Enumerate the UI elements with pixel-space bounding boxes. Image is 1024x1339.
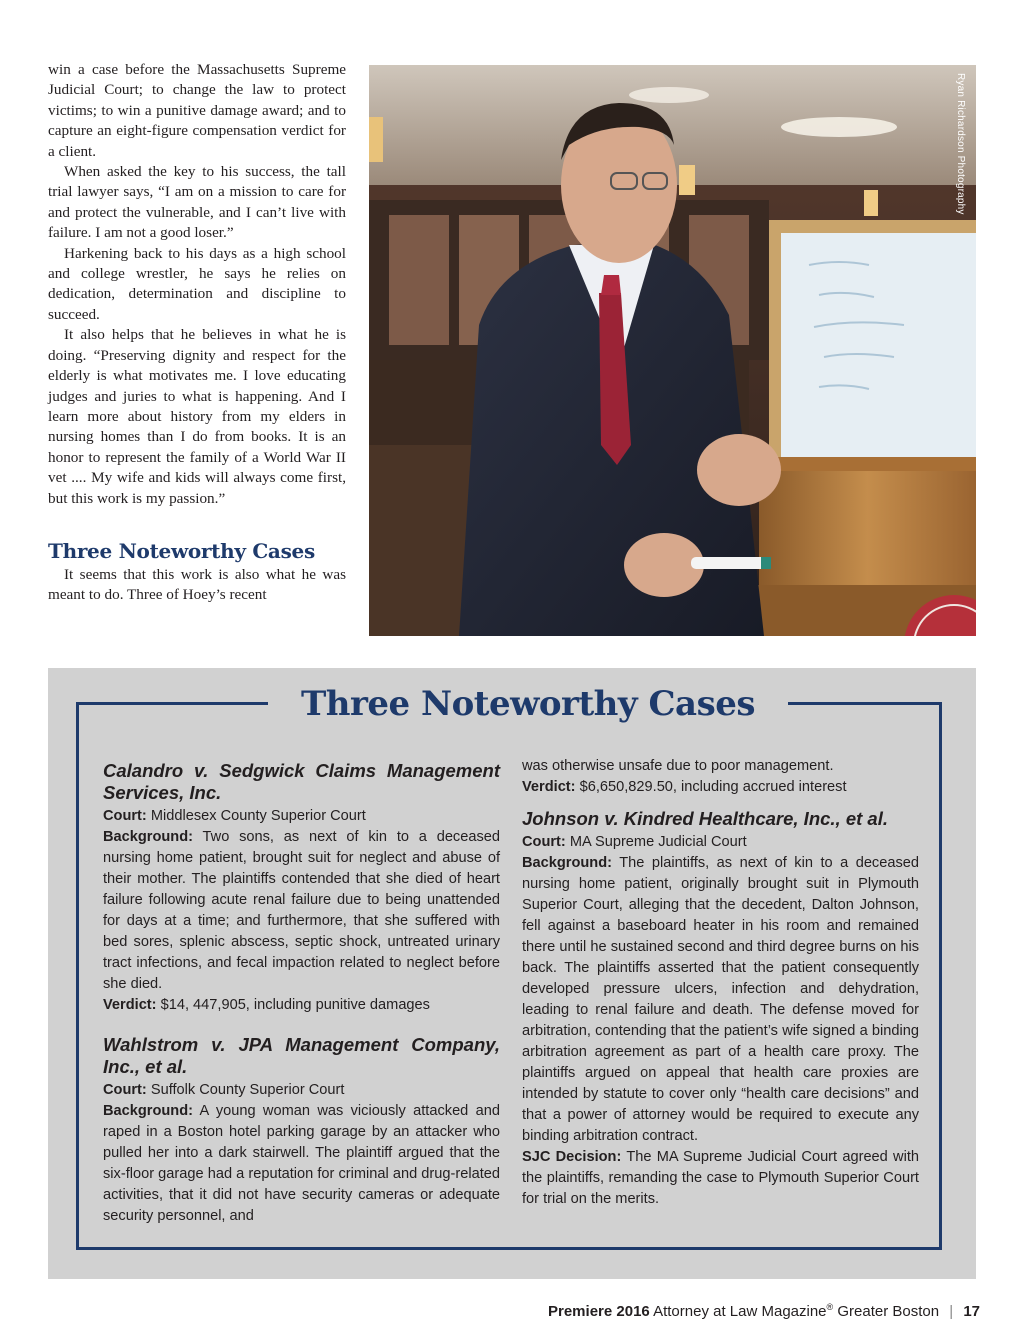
registered-mark: ® <box>826 1302 834 1312</box>
footer-region: Greater Boston <box>837 1303 940 1320</box>
article-column <box>48 60 346 606</box>
background-text: Two sons, as next of kin to a deceased nursing home patient, brought suit for neglect and abuse of their mother. The plaintiffs contended that she died of heart failure following acute renal failure due to being unattended for days at a time; and furthermore, that she suffered with bed sores, splenic abscess, septic shock, untreated urinary tract infections, and fecal impaction related to neglect before she died. <box>103 829 500 992</box>
photo-illustration <box>369 65 976 636</box>
lawyer-photo <box>369 65 976 636</box>
article-paragraph: win a case before the Massachusetts Supreme Judicial Court; to change the law to protect victims; to win a punitive damage award; and to capture an eight-figure compensation verdict for a client. <box>48 61 346 160</box>
article-paragraph: It seems that this work is also what he was meant to do. Three of Hoey’s recent <box>48 565 346 604</box>
court-label: Court: <box>522 834 566 850</box>
case-title: Calandro v. Sedgwick Claims Management Services, Inc. <box>103 760 500 803</box>
court-value: MA Supreme Judicial Court <box>569 834 747 850</box>
verdict-value: $6,650,829.50, including accrued interest <box>579 779 847 795</box>
footer-issue: Premiere 2016 <box>548 1303 650 1320</box>
background-label: Background: <box>103 829 193 845</box>
section-heading: Three Noteworthy Cases <box>48 538 315 563</box>
page-footer <box>548 1302 980 1320</box>
photo-credit: Ryan Richardson Photography <box>955 73 966 215</box>
case-title: Wahlstrom v. JPA Management Company, Inc., et al. <box>103 1034 500 1077</box>
background-label: Background: <box>522 855 612 871</box>
case-background-continued: was otherwise unsafe due to poor management. <box>522 758 834 774</box>
court-label: Court: <box>103 808 147 824</box>
case-background <box>522 853 919 1147</box>
case-title: Johnson v. Kindred Healthcare, Inc., et al. <box>522 808 888 829</box>
verdict-label: Verdict: <box>103 997 157 1013</box>
case-background <box>103 827 500 995</box>
sidebar-left-column <box>103 760 500 1227</box>
court-value: Suffolk County Superior Court <box>150 1082 345 1098</box>
article-paragraph: When asked the key to his success, the tall trial lawyer says, “I am on a mission to care for and protect the vulnerable, and I can’t live with failure. I am not a good loser.” <box>48 163 346 242</box>
article-paragraph: Harkening back to his days as a high school and college wrestler, he says he relies on dedication, determination and discipline to succeed. <box>48 244 346 323</box>
decision-text: The MA Supreme Judicial Court agreed with the plaintiffs, remanding the case to Plymouth Superior Court for trial on the merits. <box>522 1149 919 1207</box>
sidebar-right-column <box>522 756 919 1210</box>
court-label: Court: <box>103 1082 147 1098</box>
sidebar-title: Three Noteworthy Cases <box>268 678 788 730</box>
background-text: The plaintiffs, as next of kin to a deceased nursing home patient, originally brought suit in Plymouth Superior Court, alleging that the decedent, Dalton Johnson, fell against a baseboard heater in his room and remained there until he sustained second and third degree burns on his back. The plaintiffs asserted that the patient consequently developed pressure ulcers, infection and dehydration, leading to renal failure and death. The defense moved for arbitration, contending that the patient’s wife signed a binding arbitration agreement as part of a health care proxy. The plaintiffs argued on appeal that health care proxies are intended by statute to cover only “health care decisions” and that a power of attorney would be required to execute any binding arbitration contract. <box>522 855 919 1144</box>
background-label: Background: <box>103 1103 193 1119</box>
page-number: 17 <box>963 1303 980 1320</box>
cases-sidebar <box>48 668 976 1279</box>
case-decision <box>522 1147 919 1210</box>
case-court <box>522 832 919 853</box>
case-verdict <box>522 777 919 798</box>
verdict-value: $14, 447,905, including punitive damages <box>160 997 430 1013</box>
case-background <box>103 1101 500 1227</box>
verdict-label: Verdict: <box>522 779 576 795</box>
case-court <box>103 1080 500 1101</box>
footer-magazine: Attorney at Law Magazine <box>653 1303 827 1320</box>
article-paragraph: It also helps that he believes in what he is doing. “Preserving dignity and respect for the elderly is what motivates me. I love educating judges and juries to what is happening. And I learn more about history from my elders in nursing homes than I do from books. It is an honor to represent the family of a World War II vet .... My wife and kids will always come first, but this work is my passion.” <box>48 326 346 507</box>
case-verdict <box>103 995 500 1016</box>
case-court <box>103 806 500 827</box>
background-text: A young woman was viciously attacked and raped in a Boston hotel parking garage by an attacker who pulled her into a dark stairwell. The plaintiff argued that the six-floor garage had a reputation for criminal and drug-related activities, that it did not have security cameras or adequate security personnel, and <box>103 1103 500 1224</box>
decision-label: SJC Decision: <box>522 1149 622 1165</box>
court-value: Middlesex County Superior Court <box>150 808 366 824</box>
footer-separator: | <box>949 1303 954 1320</box>
